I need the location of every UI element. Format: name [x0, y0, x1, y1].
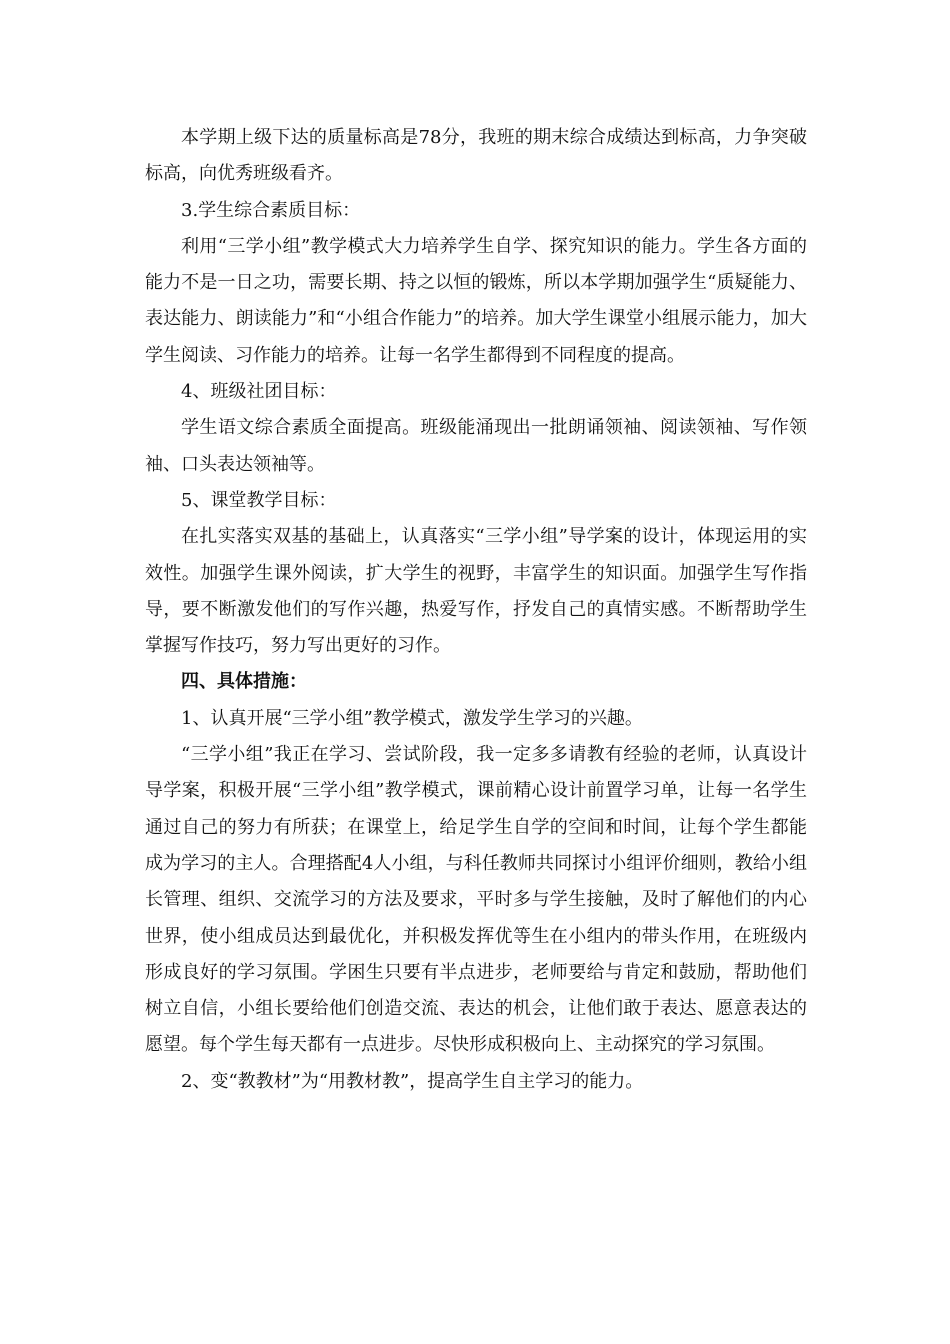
subheading-club-goal: 4、班级社团目标： [181, 381, 337, 403]
paragraph-quality-target: 本学期上级下达的质量标高是78分，我班的期末综合成绩达到标高，力争突破标高，向优秀班级看齐。 [145, 127, 807, 185]
document-body [145, 120, 807, 1100]
subheading-student-quality-goal: 3.学生综合素质目标： [181, 199, 361, 221]
subheading-measure-2: 2、变“教教材”为“用教材教”，提高学生自主学习的能力。 [181, 1070, 644, 1092]
paragraph-club-goal: 学生语文综合素质全面提高。班级能涌现出一批朗诵领袖、阅读领袖、写作领袖、口头表达领袖等。 [145, 417, 807, 475]
paragraph-classroom-goal: 在扎实落实双基的基础上，认真落实“三学小组”导学案的设计，体现运用的实效性。加强学生课外阅读，扩大学生的视野，丰富学生的知识面。加强学生写作指导，要不断激发他们的写作兴趣，热爱写作，抒发自己的真情实感。不断帮助学生掌握写作技巧，努力写出更好的习作。 [145, 526, 807, 657]
paragraph-measure-1: “三学小组”我正在学习、尝试阶段，我一定多多请教有经验的老师，认真设计导学案，积极开展“三学小组”教学模式，课前精心设计前置学习单，让每一名学生通过自己的努力有所获；在课堂上，给足学生自学的空间和时间，让每个学生都能成为学习的主人。合理搭配4人小组，与科任教师共同探讨小组评价细则，教给小组长管理、组织、交流学习的方法及要求，平时多与学生接触，及时了解他们的内心世界，使小组成员达到最优化，并积极发挥优等生在小组内的带头作用，在班级内形成良好的学习氛围。学困生只要有半点进步，老师要给与肯定和鼓励，帮助他们树立自信，小组长要给他们创造交流、表达的机会，让他们敢于表达、愿意表达的愿望。每个学生每天都有一点进步。尽快形成积极向上、主动探究的学习氛围。 [145, 744, 807, 1056]
subheading-measure-1: 1、认真开展“三学小组”教学模式，激发学生学习的兴趣。 [181, 707, 643, 729]
paragraph-student-quality: 利用“三学小组”教学模式大力培养学生自学、探究知识的能力。学生各方面的能力不是一日之功，需要长期、持之以恒的锻炼，所以本学期加强学生“质疑能力、表达能力、朗读能力”和“小组合作能力”的培养。加大学生课堂小组展示能力，加大学生阅读、习作能力的培养。让每一名学生都得到不同程度的提高。 [145, 235, 807, 366]
section-heading-measures: 四、具体措施： [181, 671, 307, 693]
subheading-classroom-goal: 5、课堂教学目标： [181, 489, 337, 511]
